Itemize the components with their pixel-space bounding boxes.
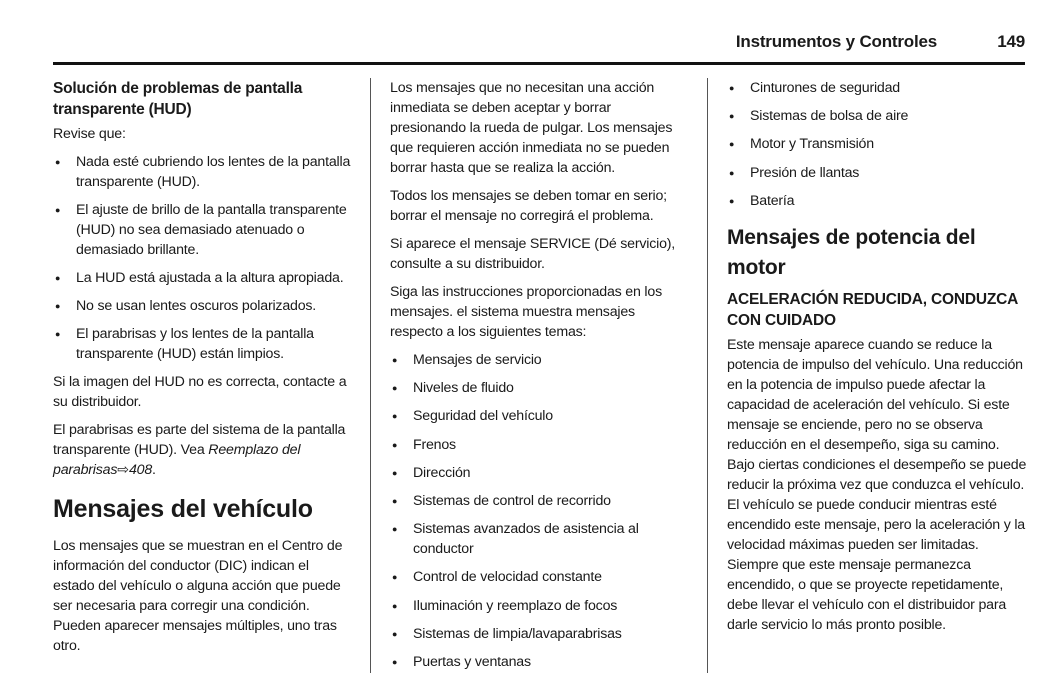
arrow-icon: ⇨ <box>117 462 129 478</box>
list-item: ● Batería <box>727 191 1027 211</box>
paragraph: Siga las instrucciones proporcionadas en los mensajes. el sistema muestra mensajes respecto a los siguientes temas: <box>390 284 662 340</box>
paragraph: Todos los mensajes se deben tomar en serio; borrar el mensaje no corregirá el problema. <box>390 188 667 224</box>
list-item: ● Sistemas de control de recorrido <box>390 491 690 511</box>
paragraph: Si la imagen del HUD no es correcta, contacte a su distribuidor. <box>53 374 347 410</box>
list-item: ● Motor y Transmisión <box>727 134 1027 154</box>
cross-reference-page[interactable]: 408 <box>128 462 153 478</box>
section-heading: Mensajes de potencia del motor <box>727 225 976 279</box>
column-1 <box>53 78 353 664</box>
paragraph: El parabrisas es parte del sistema de la pantalla transparente (HUD). Vea Reemplazo del parabrisas⇨408. <box>53 422 346 478</box>
list-item: ● Control de velocidad constante <box>390 567 690 587</box>
list-item: ● Niveles de fluido <box>390 378 690 398</box>
paragraph: Este mensaje aparece cuando se reduce la potencia de impulso del vehículo. Una reducción en la potencia de impulso puede afectar la capacidad de aceleración del vehículo. Si este mensaje se enciende, pero no se observa reducción en el desempeño, siga su camino. Bajo ciertas condiciones el desempeño se puede reducir la próxima vez que conduzca el vehículo. El vehículo se puede conducir mientras esté encendido este mensaje, pero la aceleración y la velocidad máximas pueden ser limitadas. Siempre que este mensaje permanezca encendido, o que se proyecte repetidamente, debe llevar el vehículo con el distribuidor para darle servicio lo más pronto posible. <box>727 336 1027 633</box>
list-item: ● Dirección <box>390 463 690 483</box>
column-divider <box>707 78 708 673</box>
column-2 <box>390 78 690 680</box>
message-topics-list <box>390 350 690 672</box>
paragraph: Si aparece el mensaje SERVICE (Dé servicio), consulte a su distribuidor. <box>390 236 676 272</box>
list-item: ● El parabrisas y los lentes de la pantalla transparente (HUD) están limpios. <box>53 324 353 364</box>
list-item: ● No se usan lentes oscuros polarizados. <box>53 296 353 316</box>
message-topics-list-cont <box>727 78 1027 211</box>
column-divider <box>370 78 371 673</box>
cross-reference-link[interactable]: Reemplazo del parabrisas <box>53 442 301 478</box>
header-title: Instrumentos y Controles <box>735 32 937 51</box>
section-heading: Mensajes del vehículo <box>53 495 313 523</box>
column-3 <box>727 78 1027 643</box>
list-item: ● Sistemas de limpia/lavaparabrisas <box>390 624 690 644</box>
page-number: 149 <box>997 32 1025 51</box>
list-item: ● Puertas y ventanas <box>390 652 690 672</box>
message-subheading: ACELERACIÓN REDUCIDA, CONDUZCA CON CUIDADO <box>727 290 1018 329</box>
list-item: ● Seguridad del vehículo <box>390 406 690 426</box>
list-item: ● Mensajes de servicio <box>390 350 690 370</box>
list-item: ● Sistemas de bolsa de aire <box>727 106 1027 126</box>
header-rule <box>53 62 1025 65</box>
list-item: ● Iluminación y reemplazo de focos <box>390 596 690 616</box>
list-item: ● Cinturones de seguridad <box>727 78 1027 98</box>
list-item: ● Sistemas avanzados de asistencia al conductor <box>390 519 690 559</box>
list-item: ● Nada esté cubriendo los lentes de la pantalla transparente (HUD). <box>53 152 353 192</box>
paragraph-text: El parabrisas es parte del sistema de la pantalla transparente (HUD). Vea <box>53 422 346 458</box>
intro-text: Revise que: <box>53 126 126 142</box>
hud-troubleshooting-heading: Solución de problemas de pantalla transparente (HUD) <box>53 80 303 118</box>
paragraph: Los mensajes que se muestran en el Centro de información del conductor (DIC) indican el estado del vehículo o alguna acción que puede ser necesaria para corregir una condición. Pueden aparecer mensajes múltiples, uno tras otro. <box>53 538 343 654</box>
list-item: ● Frenos <box>390 435 690 455</box>
list-item: ● La HUD está ajustada a la altura apropiada. <box>53 268 353 288</box>
paragraph: Los mensajes que no necesitan una acción inmediata se deben aceptar y borrar presionando la rueda de pulgar. Los mensajes que requieren acción inmediata no se pueden borrar hasta que se realiza la acción. <box>390 80 673 176</box>
list-item: ● Presión de llantas <box>727 163 1027 183</box>
hud-checklist <box>53 152 353 364</box>
list-item: ● El ajuste de brillo de la pantalla transparente (HUD) no sea demasiado atenuado o demasiado brillante. <box>53 200 353 260</box>
